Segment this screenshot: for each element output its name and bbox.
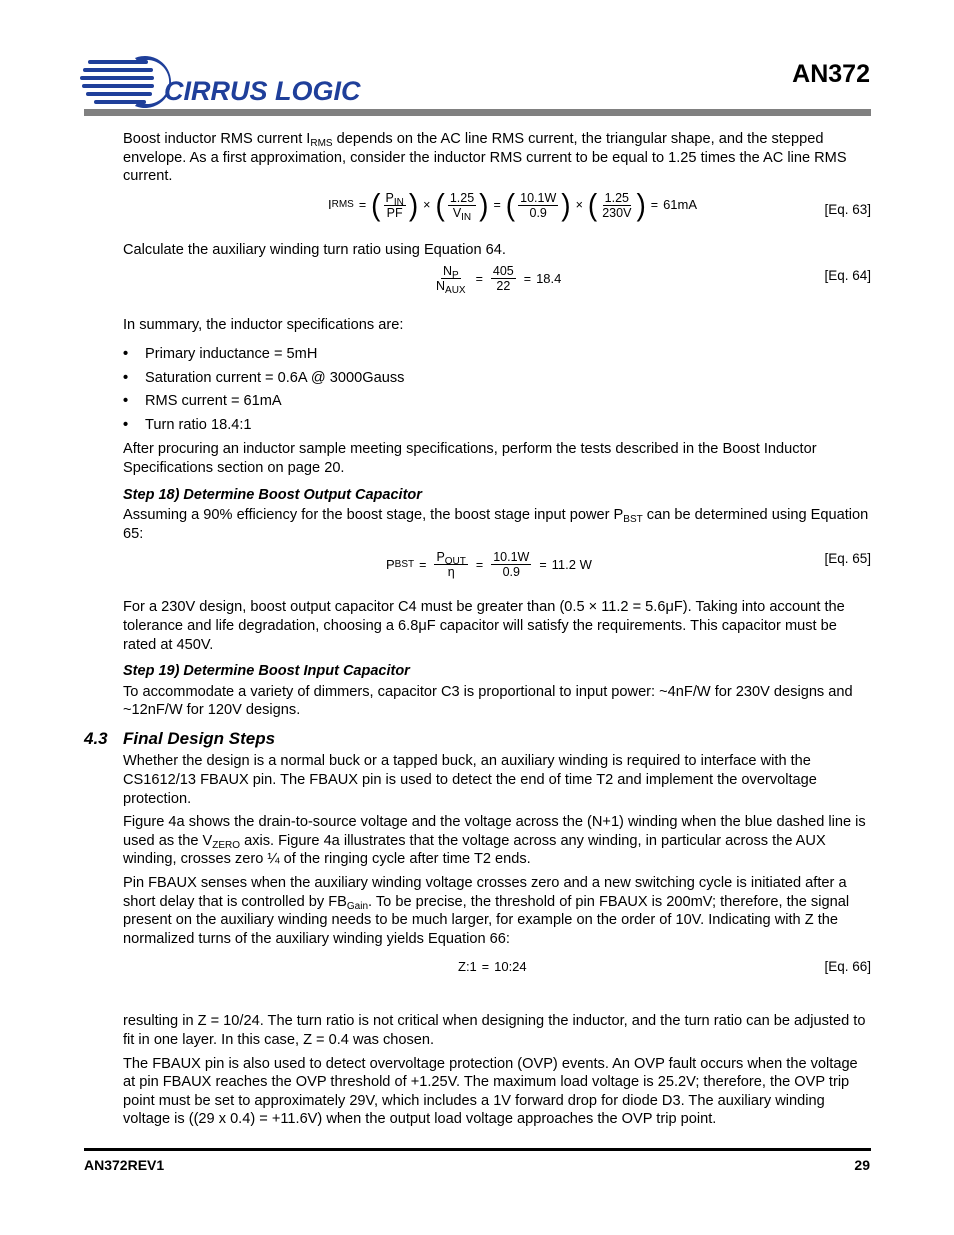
section-heading: 4.3 Final Design Steps [84, 728, 276, 748]
header-rule [84, 109, 871, 116]
paragraph-procure: After procuring an inductor sample meeting specifications, perform the tests described in the Boost Inductor Specifications section on page 20. [123, 441, 817, 476]
page-content [84, 130, 871, 1134]
paragraph-irms: Boost inductor RMS current $I_{RMS}$ depends on the AC line RMS current, the triangular shape, and the stepped envelope. As a first approximation, consider the inductor RMS current to be equal to 1.25 times the AC line RMS current. [123, 131, 847, 185]
equation-66: Z:1 = 10:24 [Eq. 66] [123, 958, 871, 1002]
paragraph-c3: To accommodate a variety of dimmers, capacitor C3 is proportional to input power: ~4nF/W for 230V designs and ~12nF/W for 120V designs. [123, 683, 853, 719]
eq-65-label: [Eq. 65] [824, 551, 871, 567]
paragraph-ovp: The FBAUX pin is also used to detect overvoltage protection (OVP) events. An OVP fault occurs when the voltage at pin FBAUX reaches the OVP threshold of +1.25V. The maximum load voltage is 25.2V; therefore, the OVP trip point must be set to approximately 29V, which includes a 1V forward drop for diode D3. The auxiliary winding voltage is ((29 x 0.4) = +11.6V) when the output load voltage approaches the OVP trip point. [123, 1055, 858, 1128]
paragraph-turn-ratio: Calculate the auxiliary winding turn ratio using Equation 64. [123, 241, 506, 258]
paragraph-boost-power: Assuming a 90% efficiency for the boost stage, the boost stage input power $P_{BST}$ can be determined using Equation 65: [123, 507, 869, 542]
equation-64: $\frac{N_P}{N_{AUX}}$ = $\frac{405}{22}$ = 18.4 [Eq. 64] [436, 264, 871, 297]
paragraph-z-ratio: resulting in Z = 10/24. The turn ratio is not critical when designing the inductor, and the turn ratio can be adjusted to fit in one layer. In this case, Z = 0.4 was chosen. [123, 1013, 866, 1048]
eq-66-label: [Eq. 66] [824, 959, 871, 975]
equation-65: P BST = $\frac{P_{OUT}}{\eta}$ = $\frac{10.1W}{0.9}$ = 11.2 W [Eq. 65] [386, 550, 871, 580]
page-number: 29 [854, 1157, 870, 1173]
eq-63-label: [Eq. 63] [824, 201, 871, 217]
paragraph-figure-4a: Figure 4a shows the drain-to-source voltage and the voltage across the (N+1) winding when the blue dashed line is used as the $V_{ZERO}$ axis. Figure 4a illustrates that the voltage across any winding, in particular across the AUX winding, crosses zero ¼ of the ringing cycle after time T2 ends. [123, 814, 866, 868]
spec-list [123, 345, 871, 434]
list-item: • Primary inductance = 5mH [123, 345, 318, 362]
logo-text: CIRRUS LOGIC [164, 76, 361, 106]
paragraph-aux-winding: Whether the design is a normal buck or a tapped buck, an auxiliary winding is required to interface with the CS1612/13 FBAUX pin. The FBAUX pin is used to detect the end of time T2 and implement the overvoltage protection. [123, 753, 817, 807]
cirrus-logic-logo [80, 52, 370, 108]
step-19-heading: Step 19) Determine Boost Input Capacitor [123, 663, 410, 680]
paragraph-fbaux: Pin FBAUX senses when the auxiliary winding voltage crosses zero and a new switching cycle is initiated after a short delay that is controlled by $FB_{Gain}$. To be precise, the threshold of pin FBAUX is 200mV; therefore, the signal present on the auxiliary winding needs to be much larger, for example on the order of 10V. Indicating with Z the normalized turns of the auxiliary winding yields Equation 66: [123, 875, 850, 947]
document-id: AN372 [792, 60, 870, 88]
paragraph-c4: For a 230V design, boost output capacitor C4 must be greater than (0.5 × 11.2 = 5.6μF). Taking into account the tolerance and life degradation, choosing a 6.8μF capacitor will satisfy the requirements. This capacitor must be rated at 450V. [123, 599, 845, 653]
paragraph-summary: In summary, the inductor specifications are: [123, 317, 404, 334]
list-item: • RMS current = 61mA [123, 393, 282, 410]
list-item: • Turn ratio 18.4:1 [123, 416, 252, 433]
step-18-heading: Step 18) Determine Boost Output Capacitor [123, 486, 422, 503]
footer-rule [84, 1148, 871, 1151]
equation-63: I RMS = ( $\frac{P_{IN}}{PF}$ ) × ( $\frac{1.25}{V_{IN}}$ ) = ( $\frac{10.1W}{0.9}$ ) × ( $\frac{1.25}{230V}$ ) = 61mA [Eq. 63] [123, 191, 871, 231]
footer-doc-rev: AN372REV1 [84, 1157, 165, 1173]
list-item: • Saturation current = 0.6A @ 3000Gauss [123, 369, 405, 386]
eq-64-label: [Eq. 64] [824, 268, 871, 284]
